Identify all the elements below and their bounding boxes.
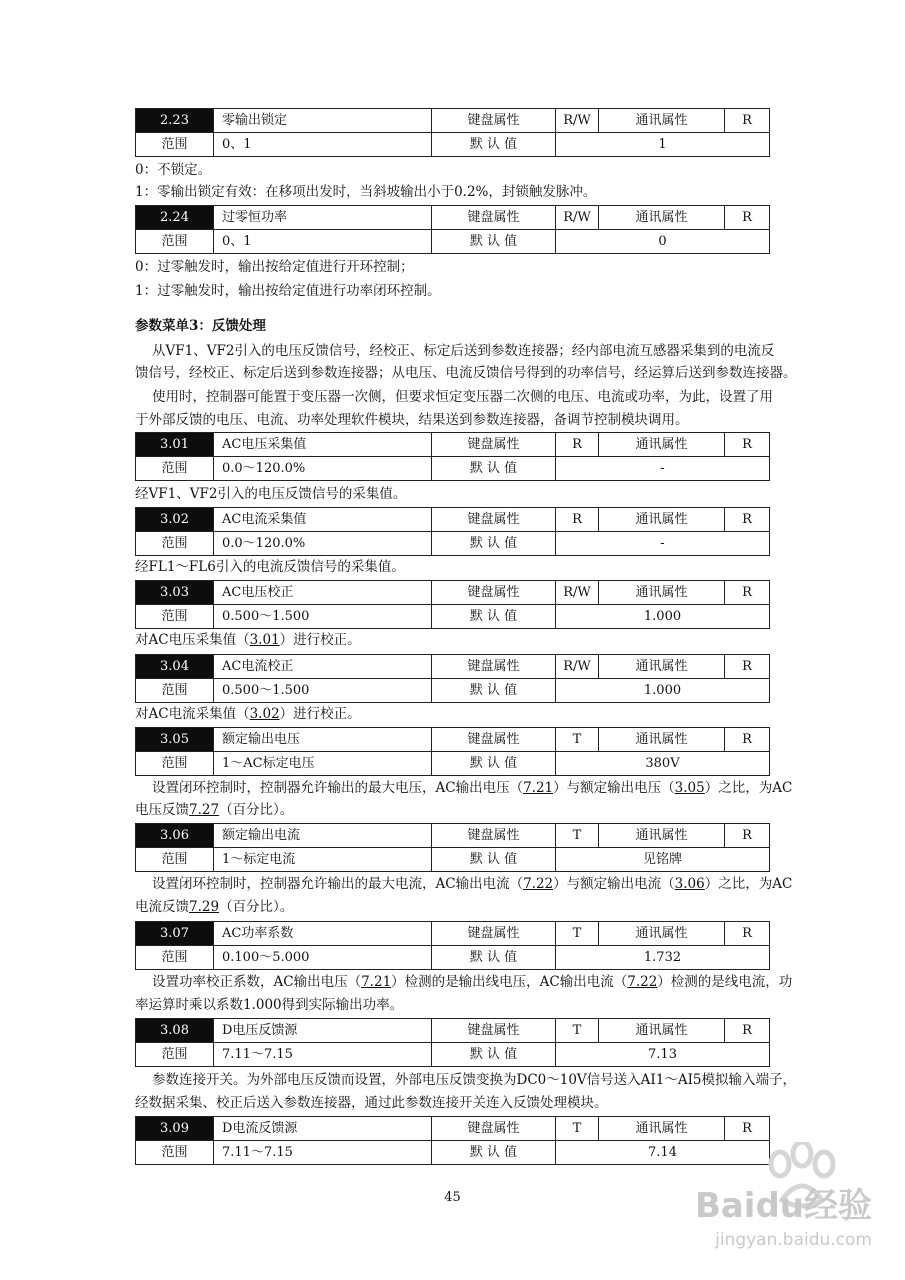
table-row	[136, 109, 770, 133]
table-row	[136, 752, 770, 776]
desc-3-08-line2: 经数据采集、校正后送入参数连接器，通过此参数连接开关连入反馈处理模块。	[135, 1095, 608, 1111]
param-name: AC电压采集值	[214, 433, 432, 457]
range-label: 范围	[136, 679, 214, 703]
desc-3-05-line2	[135, 800, 293, 820]
default-value: 见铭牌	[556, 848, 770, 872]
table-row	[136, 457, 770, 481]
param-name: 额定输出电压	[214, 728, 432, 752]
param-id: 3.02	[136, 508, 214, 532]
comm-attr-label: 通讯属性	[599, 655, 725, 679]
baidu-watermark	[640, 1150, 880, 1260]
desc-text: ）检测的是输出线电压，AC输出电流（	[391, 974, 628, 990]
param-ref-link[interactable]: 7.29	[189, 899, 220, 915]
range-value: 0.100～5.000	[214, 946, 432, 970]
default-label: 默 认 值	[432, 532, 556, 556]
range-value: 0.500～1.500	[214, 605, 432, 629]
range-value: 0.0～120.0%	[214, 532, 432, 556]
range-value: 7.11～7.15	[214, 1141, 432, 1165]
table-row	[136, 679, 770, 703]
range-label: 范围	[136, 1043, 214, 1067]
keyboard-attr-label: 键盘属性	[432, 581, 556, 605]
default-value: 1.000	[556, 679, 770, 703]
default-value: -	[556, 457, 770, 481]
intro-paragraph-1a: 从VF1、VF2引入的电压反馈信号，经校正、标定后送到参数连接器；经内部电流互感器采集到的电流反	[152, 343, 775, 359]
desc-text: 电压反馈	[135, 802, 189, 818]
desc-text: ）检测的是线电流，功	[657, 974, 793, 990]
param-ref-link[interactable]: 3.06	[674, 876, 705, 892]
param-id: 3.08	[136, 1019, 214, 1043]
comm-attr-label: 通讯属性	[599, 508, 725, 532]
default-label: 默 认 值	[432, 1043, 556, 1067]
keyboard-attr-value: R	[556, 508, 599, 532]
comm-attr-value: R	[725, 824, 770, 848]
param-ref-link[interactable]: 3.01	[249, 632, 280, 648]
param-id: 2.23	[136, 109, 214, 133]
table-row	[136, 922, 770, 946]
table-row	[136, 655, 770, 679]
desc-text: 对AC电压采集值（	[135, 632, 250, 648]
desc-3-03	[135, 630, 361, 650]
param-name: 额定输出电流	[214, 824, 432, 848]
comm-attr-value: R	[725, 922, 770, 946]
default-value: -	[556, 532, 770, 556]
param-table-2-24	[135, 205, 770, 254]
param-id: 2.24	[136, 206, 214, 230]
comm-attr-value: R	[725, 433, 770, 457]
keyboard-attr-value: R/W	[556, 206, 599, 230]
table-row	[136, 230, 770, 254]
default-label: 默 认 值	[432, 605, 556, 629]
range-label: 范围	[136, 230, 214, 254]
default-value: 0	[556, 230, 770, 254]
range-value: 0.500～1.500	[214, 679, 432, 703]
param-id: 3.07	[136, 922, 214, 946]
desc-text: （百分比）。	[219, 802, 294, 818]
range-label: 范围	[136, 1141, 214, 1165]
desc-3-06-line2	[135, 897, 293, 917]
default-label: 默 认 值	[432, 848, 556, 872]
table-row	[136, 605, 770, 629]
desc-text: ）与额定输出电压（	[553, 780, 675, 796]
param-name: AC电流采集值	[214, 508, 432, 532]
keyboard-attr-label: 键盘属性	[432, 922, 556, 946]
param-id: 3.06	[136, 824, 214, 848]
range-value: 1～标定电流	[214, 848, 432, 872]
range-value: 7.11～7.15	[214, 1043, 432, 1067]
desc-3-01: 经VF1、VF2引入的电压反馈信号的采集值。	[135, 486, 407, 502]
range-label: 范围	[136, 605, 214, 629]
keyboard-attr-value: R	[556, 433, 599, 457]
range-label: 范围	[136, 848, 214, 872]
keyboard-attr-value: R/W	[556, 581, 599, 605]
desc-3-04	[135, 704, 361, 724]
comm-attr-value: R	[725, 1019, 770, 1043]
param-ref-link[interactable]: 7.22	[627, 974, 658, 990]
desc-3-06-line1	[152, 874, 792, 894]
section-heading: 参数菜单3：反馈处理	[135, 318, 266, 334]
param-name: D电流反馈源	[214, 1117, 432, 1141]
table-row	[136, 133, 770, 157]
keyboard-attr-label: 键盘属性	[432, 728, 556, 752]
param-name: AC功率系数	[214, 922, 432, 946]
comm-attr-value: R	[725, 728, 770, 752]
intro-paragraph-2b: 于外部反馈的电压、电流、功率处理软件模块，结果送到参数连接器，备调节控制模块调用。	[135, 412, 689, 428]
default-value: 7.14	[556, 1141, 770, 1165]
range-value: 1～AC标定电压	[214, 752, 432, 776]
default-label: 默 认 值	[432, 457, 556, 481]
comm-attr-label: 通讯属性	[599, 1117, 725, 1141]
keyboard-attr-label: 键盘属性	[432, 1019, 556, 1043]
param-table-3-05	[135, 727, 770, 776]
comm-attr-label: 通讯属性	[599, 581, 725, 605]
param-table-3-02	[135, 507, 770, 556]
comm-attr-value: R	[725, 206, 770, 230]
table-row	[136, 728, 770, 752]
comm-attr-label: 通讯属性	[599, 206, 725, 230]
desc-2-23-opt1: 1：零输出锁定有效：在移项出发时，当斜坡输出小于0.2%，封锁触发脉冲。	[135, 184, 597, 200]
desc-text: ）与额定输出电流（	[553, 876, 675, 892]
keyboard-attr-label: 键盘属性	[432, 508, 556, 532]
param-name: AC电流校正	[214, 655, 432, 679]
keyboard-attr-value: T	[556, 922, 599, 946]
range-label: 范围	[136, 133, 214, 157]
param-ref-link[interactable]: 7.22	[523, 876, 554, 892]
keyboard-attr-value: T	[556, 1117, 599, 1141]
default-label: 默 认 值	[432, 133, 556, 157]
comm-attr-label: 通讯属性	[599, 1019, 725, 1043]
param-ref-link[interactable]: 7.21	[523, 780, 554, 796]
param-name: 过零恒功率	[214, 206, 432, 230]
watermark-url: jingyan.baidu.com	[715, 1230, 872, 1250]
default-label: 默 认 值	[432, 1141, 556, 1165]
keyboard-attr-label: 键盘属性	[432, 1117, 556, 1141]
param-name: 零输出锁定	[214, 109, 432, 133]
desc-3-07-line2: 率运算时乘以系数1.000得到实际输出功率。	[135, 997, 404, 1013]
default-value: 7.13	[556, 1043, 770, 1067]
default-value: 1	[556, 133, 770, 157]
param-name: D电压反馈源	[214, 1019, 432, 1043]
table-row	[136, 848, 770, 872]
range-value: 0、1	[214, 230, 432, 254]
desc-text: 对AC电流采集值（	[135, 706, 250, 722]
default-label: 默 认 值	[432, 230, 556, 254]
keyboard-attr-label: 键盘属性	[432, 206, 556, 230]
param-name: AC电压校正	[214, 581, 432, 605]
table-row	[136, 206, 770, 230]
desc-text: 设置闭环控制时，控制器允许输出的最大电压，AC输出电压（	[152, 780, 524, 796]
intro-paragraph-1b: 馈信号，经校正、标定后送到参数连接器；从电压、电流反馈信号得到的功率信号，经运算后送到参数连接器。	[135, 365, 797, 381]
default-value: 1.000	[556, 605, 770, 629]
table-row	[136, 1117, 770, 1141]
comm-attr-value: R	[725, 1117, 770, 1141]
param-id: 3.05	[136, 728, 214, 752]
keyboard-attr-value: T	[556, 728, 599, 752]
range-label: 范围	[136, 946, 214, 970]
table-row	[136, 1019, 770, 1043]
comm-attr-value: R	[725, 581, 770, 605]
desc-3-02: 经FL1～FL6引入的电流反馈信号的采集值。	[135, 559, 405, 575]
desc-text: 电流反馈	[135, 899, 189, 915]
desc-text: ）进行校正。	[279, 706, 361, 722]
param-table-3-06	[135, 823, 770, 872]
default-label: 默 认 值	[432, 679, 556, 703]
param-id: 3.09	[136, 1117, 214, 1141]
range-label: 范围	[136, 457, 214, 481]
param-ref-link[interactable]: 3.02	[249, 706, 280, 722]
param-ref-link[interactable]: 7.27	[189, 802, 220, 818]
keyboard-attr-label: 键盘属性	[432, 824, 556, 848]
desc-text: 设置功率校正系数，AC输出电压（	[152, 974, 362, 990]
desc-3-08-line1: 参数连接开关。为外部电压反馈而设置，外部电压反馈变换为DC0～10V信号送入AI1～AI5模拟输入端子，	[152, 1072, 797, 1088]
desc-text: ）之比，为AC	[704, 876, 793, 892]
desc-2-24-opt1: 1：过零触发时，输出按给定值进行功率闭环控制。	[135, 283, 441, 299]
param-id: 3.01	[136, 433, 214, 457]
default-label: 默 认 值	[432, 752, 556, 776]
param-table-2-23	[135, 108, 770, 157]
page-number: 45	[444, 1190, 461, 1205]
param-table-3-01	[135, 432, 770, 481]
keyboard-attr-value: T	[556, 824, 599, 848]
range-value: 0.0～120.0%	[214, 457, 432, 481]
comm-attr-value: R	[725, 655, 770, 679]
desc-text: ）进行校正。	[279, 632, 361, 648]
default-label: 默 认 值	[432, 946, 556, 970]
comm-attr-label: 通讯属性	[599, 433, 725, 457]
watermark-brand: Baidu经验	[694, 1186, 872, 1226]
table-row	[136, 946, 770, 970]
param-table-3-08	[135, 1018, 770, 1067]
keyboard-attr-value: R/W	[556, 109, 599, 133]
param-ref-link[interactable]: 7.21	[361, 974, 392, 990]
keyboard-attr-label: 键盘属性	[432, 109, 556, 133]
param-ref-link[interactable]: 3.05	[674, 780, 705, 796]
param-table-3-03	[135, 580, 770, 629]
comm-attr-label: 通讯属性	[599, 824, 725, 848]
table-row	[136, 433, 770, 457]
keyboard-attr-value: R/W	[556, 655, 599, 679]
comm-attr-label: 通讯属性	[599, 922, 725, 946]
param-table-3-04	[135, 654, 770, 703]
desc-2-24-opt0: 0：过零触发时，输出按给定值进行开环控制；	[135, 259, 414, 275]
desc-text: 设置闭环控制时，控制器允许输出的最大电流，AC输出电流（	[152, 876, 524, 892]
desc-3-05-line1	[152, 778, 792, 798]
comm-attr-value: R	[725, 508, 770, 532]
comm-attr-value: R	[725, 109, 770, 133]
default-value: 1.732	[556, 946, 770, 970]
table-row	[136, 508, 770, 532]
table-row	[136, 1043, 770, 1067]
range-label: 范围	[136, 752, 214, 776]
desc-3-07-line1	[152, 972, 792, 992]
desc-text: （百分比）。	[219, 899, 294, 915]
table-row	[136, 824, 770, 848]
table-row	[136, 581, 770, 605]
desc-2-23-opt0: 0：不锁定。	[135, 162, 212, 178]
comm-attr-label: 通讯属性	[599, 728, 725, 752]
keyboard-attr-label: 键盘属性	[432, 433, 556, 457]
param-id: 3.03	[136, 581, 214, 605]
param-table-3-07	[135, 921, 770, 970]
range-value: 0、1	[214, 133, 432, 157]
param-id: 3.04	[136, 655, 214, 679]
desc-text: ）之比，为AC	[704, 780, 793, 796]
keyboard-attr-value: T	[556, 1019, 599, 1043]
intro-paragraph-2a: 使用时，控制器可能置于变压器一次侧，但要求恒定变压器二次侧的电压、电流或功率，为此，设置了用	[152, 389, 773, 405]
table-row	[136, 532, 770, 556]
keyboard-attr-label: 键盘属性	[432, 655, 556, 679]
default-value: 380V	[556, 752, 770, 776]
comm-attr-label: 通讯属性	[599, 109, 725, 133]
range-label: 范围	[136, 532, 214, 556]
